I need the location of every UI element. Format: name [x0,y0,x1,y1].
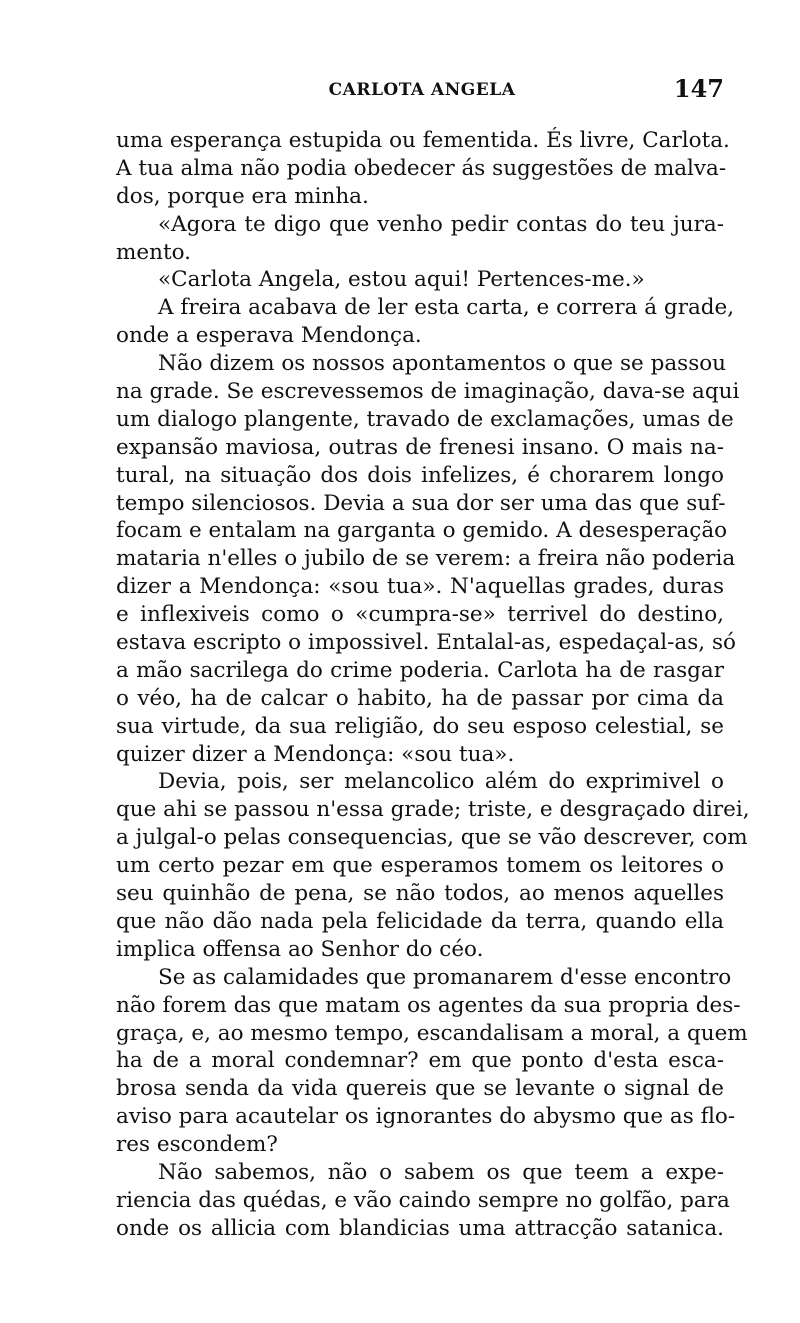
text-line: Se as calamidades que promanarem d'esse encontro [158,964,732,990]
text-line: não forem das que matam os agentes da sua propria des- [116,992,741,1018]
text-line: tempo silenciosos. Devia a sua dor ser uma das que suf- [116,490,726,516]
text-line: onde os allicia com blandicias uma attracção satanica. [116,1215,724,1241]
text-line: que não dão nada pela felicidade da terra, quando ella [116,908,724,934]
text-line: e inflexiveis como o «cumpra-se» terrivel do destino, [116,602,724,628]
text-line: onde a esperava Mendonça. [116,323,422,349]
text-line: dizer a Mendonça: «sou tua». N'aquellas grades, duras [116,574,724,600]
text-line: A tua alma não podia obedecer ás suggestões de malva- [116,155,727,181]
text-line: Não dizem os nossos apontamentos o que se passou [158,351,727,377]
text-line: res escondem? [116,1132,278,1158]
text-line: na grade. Se escrevessemos de imaginação, dava-se aqui [116,379,740,405]
text-line: «Agora te digo que venho pedir contas do teu jura- [158,211,724,237]
text-line: Devia, pois, ser melancolico além do exprimivel o [158,769,724,795]
text-line: uma esperança estupida ou fementida. És livre, Carlota. [116,128,730,153]
text-line: tural, na situação dos dois infelizes, é chorarem longo [116,462,724,488]
text-line: expansão maviosa, outras de frenesi insano. O mais na- [116,434,724,460]
text-line: a julgal-o pelas consequencias, que se vão descrever, com [116,825,748,851]
text-line: um dialogo plangente, travado de exclamações, umas de [116,406,734,432]
page-number: 147 [673,74,724,103]
text-line: a mão sacrilega do crime poderia. Carlota ha de rasgar [116,657,724,683]
text-line: o véo, ha de calcar o habito, ha de passar por cima da [116,685,724,711]
page-header [118,74,726,104]
text-line: A freira acabava de ler esta carta, e correra á grade, [158,295,735,321]
text-line: um certo pezar em que esperamos tomem os leitores o [116,853,724,879]
text-line: estava escripto o impossivel. Entalal-as, espedaçal-as, só [116,630,736,656]
text-line: mataria n'elles o jubilo de se verem: a freira não poderia [116,546,736,572]
running-title: CARLOTA ANGELA [328,80,516,100]
text-line: focam e entalam na garganta o gemido. A desesperação [116,518,728,544]
text-line: seu quinhão de pena, se não todos, ao menos aquelles [116,881,724,907]
text-line: implica offensa ao Senhor do céo. [116,936,484,962]
text-line: ha de a moral condemnar? em que ponto d'esta esca- [116,1048,724,1074]
text-line: aviso para acautelar os ignorantes do abysmo que as flo- [116,1104,736,1130]
text-line: que ahi se passou n'essa grade; triste, e desgraçado direi, [116,797,750,823]
text-line: brosa senda da vida quereis que se levante o signal de [116,1076,724,1102]
text-line: mento. [116,239,191,265]
text-line: Não sabemos, não o sabem os que teem a expe- [158,1159,724,1185]
text-line: riencia das quédas, e vão caindo sempre no golfão, para [116,1187,730,1213]
text-line: graça, e, ao mesmo tempo, escandalisam a moral, a quem [116,1020,748,1046]
text-line: dos, porque era minha. [116,183,369,209]
text-line: sua virtude, da sua religião, do seu esposo celestial, se [116,713,724,739]
text-line: «Carlota Angela, estou aqui! Pertences-me.» [158,267,645,293]
body-text [116,127,750,1243]
text-line: quizer dizer a Mendonça: «sou tua». [116,741,515,767]
